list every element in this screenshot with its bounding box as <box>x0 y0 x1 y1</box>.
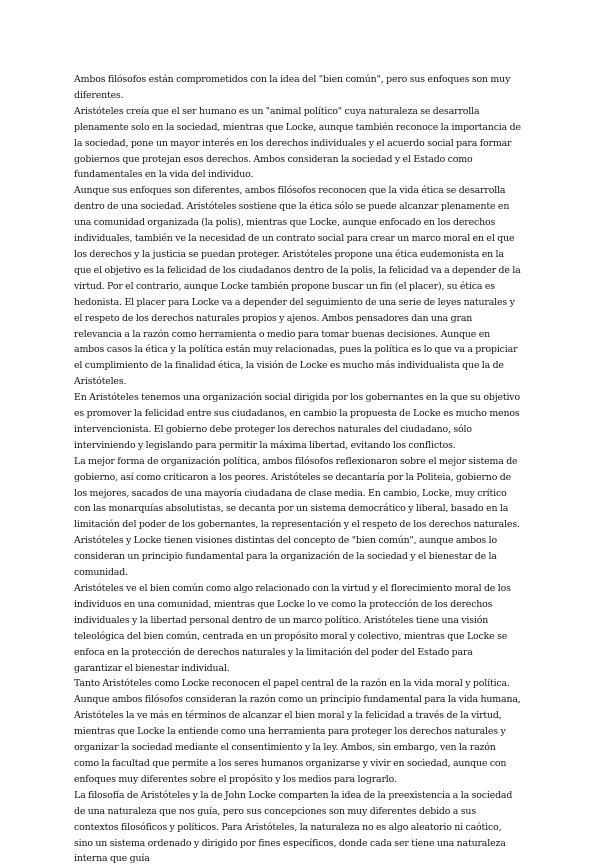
paragraph-animal-politico: Aristóteles creía que el ser humano es un "animal político" cuya naturaleza se desarrolla plenamente solo en la sociedad, mientras que Locke, aunque también reconoce la importancia de la sociedad, pone un mayor interés en los derechos individuales y el acuerdo social para formar gobiernos que protejan esos derechos. Ambos consideran la sociedad y el Estado como fundamentales en la vida del individuo. <box>74 105 521 181</box>
paragraph-naturaleza-guia: La filosofía de Aristóteles y la de John Locke comparten la idea de la preexistencia a la sociedad de una naturaleza que nos guía, pero sus concepciones son muy diferentes debido a sus contextos filosóficos y políticos. Para Aristóteles, la naturaleza no es algo aleatorio ni caótico, sino un sistema ordenado y dirigido por fines específicos, donde cada ser tiene una naturaleza interna que guía <box>74 789 513 865</box>
paragraph-visiones-bien-comun: Aristóteles y Locke tienen visiones distintas del concepto de "bien común", aunque ambos lo consideran un principio fundamental para la organización de la sociedad y el bienestar de la comunidad. <box>74 535 497 579</box>
paragraph-virtud-derechos: Aristóteles ve el bien común como algo relacionado con la virtud y el florecimiento moral de los individuos en una comunidad, mientras que Locke lo ve como la protección de los derechos individuales y la libertad personal dentro de un marco político. Aristóteles tiene una visión teleológica del bien común, centrada en un propósito moral y colectivo, mientras que Locke se enfoca en la protección de derechos naturales y la limitación del poder del Estado para garantizar el bienestar individual. <box>74 583 511 674</box>
paragraph-forma-gobierno: La mejor forma de organización política, ambos filósofos reflexionaron sobre el mejor sistema de gobierno, así como criticaron a los peores. Aristóteles se decantaría por la Politeia, gobierno de los mejores, sacados de una mayoría ciudadana de clase media. En cambio, Locke, muy crítico con las monarquías absolutistas, se decanta por un sistema democrático y liberal, basado en la limitación del poder de los gobernantes, la representación y el respeto de los derechos naturales. <box>74 455 520 531</box>
paragraph-papel-razon: Tanto Aristóteles como Locke reconocen el papel central de la razón en la vida moral y política. <box>74 678 510 690</box>
document-body <box>74 72 522 867</box>
paragraph-organizacion-social: En Aristóteles tenemos una organización social dirigida por los gobernantes en la que su objetivo es promover la felicidad entre sus ciudadanos, en cambio la propuesta de Locke es mucho menos intervencionista. El gobierno debe proteger los derechos naturales del ciudadano, sólo interviniendo y legislando para permitir la máxima libertad, evitando los conflictos. <box>74 392 520 451</box>
paragraph-razon-principio: Aunque ambos filósofos consideran la razón como un principio fundamental para la vida humana, Aristóteles la ve más en términos de alcanzar el bien moral y la felicidad a través de la virtud, mientras que Locke la entiende como una herramienta para proteger los derechos naturales y organizar la sociedad mediante el consentimiento y la ley. Ambos, sin embargo, ven la razón como la facultad que permite a los seres humanos organizarse y vivir en sociedad, aunque con enfoques muy diferentes sobre el propósito y los medios para lograrlo. <box>74 694 521 785</box>
paragraph-vida-etica: Aunque sus enfoques son diferentes, ambos filósofos reconocen que la vida ética se desarrolla dentro de una sociedad. Aristóteles sostiene que la ética sólo se puede alcanzar plenamente en una comunidad organizada (la polis), mientras que Locke, aunque enfocado en los derechos individuales, también ve la necesidad de un contrato social para crear un marco moral en el que los derechos y la justicia se puedan proteger. Aristóteles propone una ética eudemonista en la que el objetivo es la felicidad de los ciudadanos dentro de la polis, la felicidad va a depender de la virtud. Por el contrario, aunque Locke también propone buscar un fin (el placer), su ética es hedonista. El placer para Locke va a depender del seguimiento de una serie de leyes naturales y el respeto de los derechos naturales propios y ajenos. Ambos pensadores dan una gran relevancia a la razón como herramienta o medio para tomar buenas decisiones. Aunque en ambos casos la ética y la política están muy relacionadas, pues la política es lo que va a propiciar el cumplimiento de la finalidad ética, la visión de Locke es mucho más individualista que la de Aristóteles. <box>74 185 521 388</box>
paragraph-bien-comun-intro: Ambos filósofos están comprometidos con la idea del "bien común", pero sus enfoques son muy diferentes. <box>74 74 511 101</box>
